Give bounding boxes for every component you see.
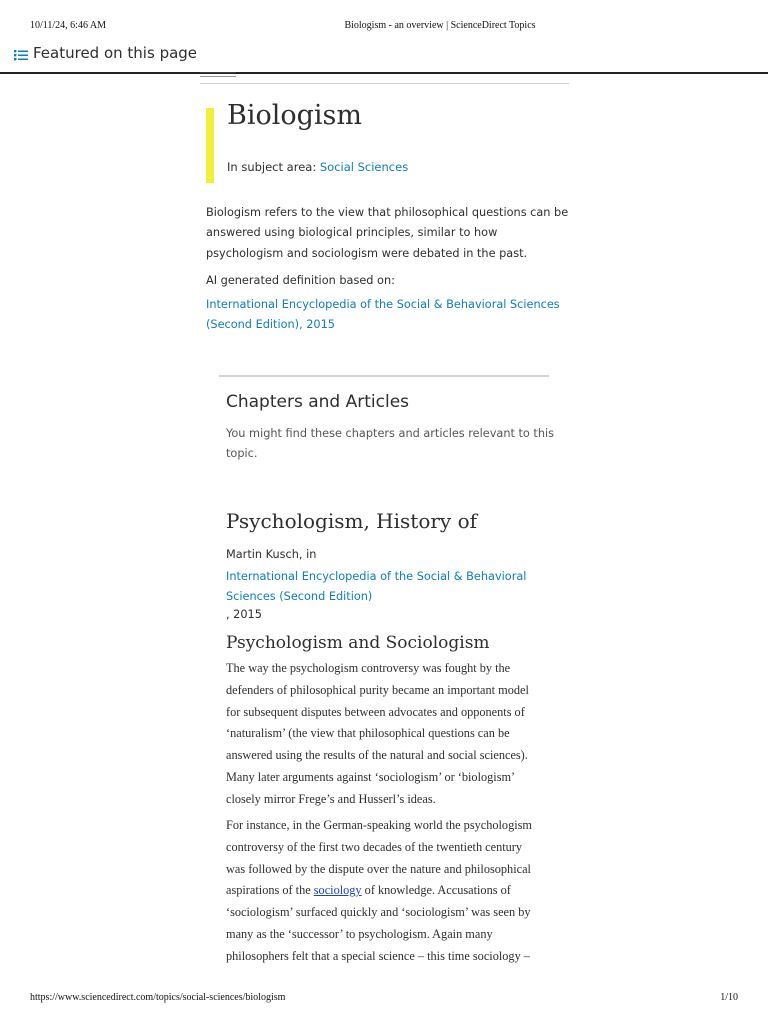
chapters-intro: You might find these chapters and articles relevant to this topic. (226, 427, 555, 460)
print-footer (0, 992, 768, 1006)
ai-definition-label: AI generated definition based on: (206, 274, 395, 287)
article-author: Martin Kusch, in (226, 548, 317, 561)
print-url: https://www.sciencedirect.com/topics/social-sciences/biologism (30, 992, 286, 1003)
subject-area-link[interactable]: Social Sciences (319, 160, 409, 174)
article-source-link[interactable]: International Encyclopedia of the Social & Behavioral Sciences (Second Edition) (226, 570, 527, 604)
list-icon (14, 47, 28, 61)
title-accent-bar (206, 108, 214, 183)
subject-area-label: In subject area: (227, 160, 320, 174)
subject-area (227, 160, 408, 174)
sociology-link[interactable]: sociology (313, 883, 362, 898)
section-divider (219, 375, 549, 377)
divider (200, 83, 569, 84)
article-title: Psychologism, History of (226, 509, 478, 533)
definition-text: Biologism refers to the view that philosophical questions can be answered using biological principles, similar to how psychologism and sociologism were debated in the past. (206, 206, 569, 260)
clipped-element (200, 72, 236, 77)
ai-definition-source-link[interactable]: International Encyclopedia of the Social & Behavioral Sciences (Second Edition), 2015 (206, 298, 560, 332)
article-paragraph-2 (226, 815, 544, 968)
page-number: 1/10 (720, 992, 738, 1003)
article-year: , 2015 (226, 608, 262, 621)
chapters-heading: Chapters and Articles (226, 392, 410, 412)
paragraph-text: For instance, in the German-speaking world the psychologism controversy of the first two decades of the twentieth century was followed by the dispute over the nature and philosophical aspirations of the (226, 818, 532, 898)
article-subheading: Psychologism and Sociologism (226, 633, 490, 653)
featured-bar[interactable] (0, 38, 768, 74)
featured-label[interactable]: Featured on this page (33, 44, 198, 62)
paragraph-text: of knowledge. Accusations of ‘sociologism’ surfaced quickly and ‘sociologism’ was seen by many as the ‘successor’ to psychologism. Again many philosophers felt that a special science – this time sociology – (226, 883, 531, 963)
print-date: 10/11/24, 6:46 AM (30, 20, 107, 31)
print-header (0, 18, 768, 34)
article-paragraph-1: The way the psychologism controversy was fought by the defenders of philosophical purity became an important model for subsequent disputes between advocates and opponents of ‘naturalism’ (the view that philosophical questions can be answered using the results of the natural and social sciences). Many later arguments against ‘sociologism’ or ‘biologism’ closely mirror Frege’s and Husserl’s ideas. (226, 661, 529, 806)
print-document-title: Biologism - an overview | ScienceDirect Topics (344, 20, 536, 31)
page-title: Biologism (227, 100, 362, 131)
